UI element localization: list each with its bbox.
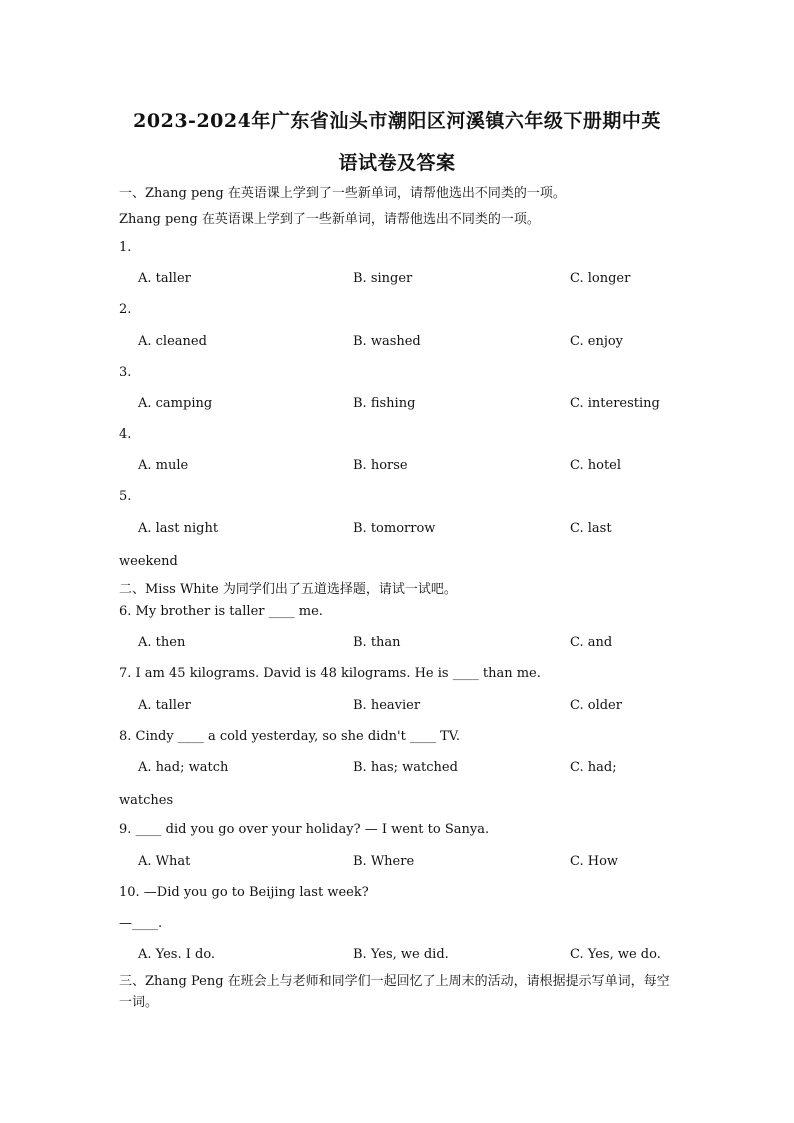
question-7-option-b: B. heavier <box>353 698 421 713</box>
question-9-stem: 9. ____ did you go over your holiday? — I went to Sanya. <box>119 822 490 837</box>
question-6-option-a: A. then <box>138 635 186 650</box>
question-6-option-b: B. than <box>353 635 401 650</box>
question-5-number: 5. <box>119 489 132 504</box>
question-2-option-c: C. enjoy <box>570 334 624 349</box>
question-10-option-c: C. Yes, we do. <box>570 947 661 962</box>
question-8-option-c: C. had; <box>570 760 617 775</box>
question-9-option-a: A. What <box>138 854 191 869</box>
section-1-heading: 一、Zhang peng 在英语课上学到了一些新单词，请帮他选出不同类的一项。 <box>119 186 566 201</box>
question-1-option-b: B. singer <box>353 271 413 286</box>
question-1-option-a: A. taller <box>138 271 191 286</box>
question-7-stem: 7. I am 45 kilograms. David is 48 kilograms. He is ____ than me. <box>119 666 541 681</box>
question-5-option-a: A. last night <box>138 521 219 536</box>
question-4-option-c: C. hotel <box>570 458 622 473</box>
question-3-option-a: A. camping <box>138 396 213 411</box>
question-7-option-c: C. older <box>570 698 622 713</box>
question-9-option-c: C. How <box>570 854 619 869</box>
question-8-stem: 8. Cindy ____ a cold yesterday, so she didn't ____ TV. <box>119 729 460 744</box>
question-2-number: 2. <box>119 302 132 317</box>
question-8-option-a: A. had; watch <box>138 760 229 775</box>
document-title-line-2: 语试卷及答案 <box>338 152 456 174</box>
question-1-option-c: C. longer <box>570 271 631 286</box>
question-10-option-a: A. Yes. I do. <box>138 947 216 962</box>
question-10-answer-blank: —____. <box>119 916 163 931</box>
question-6-option-c: C. and <box>570 635 613 650</box>
question-4-number: 4. <box>119 427 132 442</box>
section-1-instruction: Zhang peng 在英语课上学到了一些新单词，请帮他选出不同类的一项。 <box>119 212 540 227</box>
question-4-option-b: B. horse <box>353 458 408 473</box>
question-3-number: 3. <box>119 365 132 380</box>
question-6-stem: 6. My brother is taller ____ me. <box>119 604 323 619</box>
question-2-option-a: A. cleaned <box>138 334 207 349</box>
question-1-number: 1. <box>119 240 132 255</box>
section-2-heading: 二、Miss White 为同学们出了五道选择题，请试一试吧。 <box>119 582 457 597</box>
question-5-option-b: B. tomorrow <box>353 521 436 536</box>
question-10-stem: 10. —Did you go to Beijing last week? <box>119 885 369 900</box>
section-3-heading: 三、Zhang Peng 在班会上与老师和同学们一起回忆了上周末的活动，请根据提示写单词，每空一词。 <box>119 974 670 1010</box>
question-5-option-c: C. last <box>570 521 612 536</box>
question-9-option-b: B. Where <box>353 854 415 869</box>
question-10-option-b: B. Yes, we did. <box>353 947 449 962</box>
question-2-option-b: B. washed <box>353 334 421 349</box>
document-title-line-1: 2023-2024年广东省汕头市潮阳区河溪镇六年级下册期中英 <box>133 110 661 132</box>
question-8-option-c-continued: watches <box>119 793 174 808</box>
question-5-option-c-continued: weekend <box>119 554 178 569</box>
question-8-option-b: B. has; watched <box>353 760 458 775</box>
question-4-option-a: A. mule <box>138 458 189 473</box>
question-3-option-c: C. interesting <box>570 396 660 411</box>
question-7-option-a: A. taller <box>138 698 191 713</box>
question-3-option-b: B. fishing <box>353 396 416 411</box>
